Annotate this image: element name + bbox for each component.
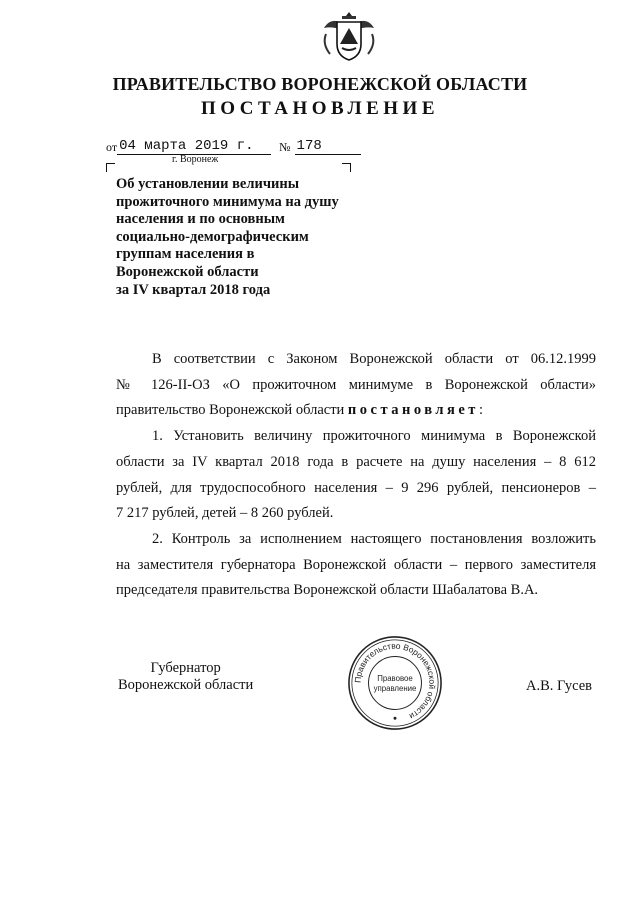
position-line: Воронежской области: [118, 677, 254, 693]
body-line: В соответствии с Законом Воронежской области от 06.12.1999: [152, 351, 596, 367]
body-line: [116, 398, 596, 424]
document-subject: [116, 176, 356, 299]
document-type-title: ПОСТАНОВЛЕНИЕ: [200, 98, 440, 119]
subject-line: Воронежской области: [116, 263, 259, 280]
subject-line: группам населения в: [116, 246, 255, 263]
subject-line: населения и по основным: [116, 211, 285, 228]
body-line: на заместителя губернатора Воронежской области – первого заместителя: [116, 556, 596, 573]
seal-center-line: Правовое: [377, 674, 413, 684]
coat-of-arms-emblem: [318, 8, 380, 66]
subject-bracket-left: [106, 163, 115, 172]
body-line: 1. Установить величину прожиточного минимума в Воронежской: [152, 428, 596, 445]
document-number: 178: [295, 138, 361, 155]
signatory-name: А.В. Гусев: [526, 678, 592, 694]
subject-line: Об установлении величины: [116, 176, 300, 192]
document-date-number: [106, 138, 361, 155]
document-city: г. Воронеж: [172, 154, 219, 165]
body-line: области за IV квартал 2018 года в расчете на душу населения – 8 612: [116, 453, 596, 470]
document-date: 04 марта 2019 г.: [117, 138, 271, 155]
seal-center-line: управление: [373, 683, 417, 693]
body-line: рублей, для трудоспособного населения – 9 296 рублей, пенсионеров –: [116, 479, 596, 496]
subject-bracket-right: [342, 163, 351, 172]
body-line: 7 217 рублей, детей – 8 260 рублей.: [116, 505, 334, 522]
legal-department-seal: [346, 634, 444, 732]
body-line: № 126-II-ОЗ «О прожиточном минимуме в Воронежской области»: [116, 376, 596, 393]
signatory-position: [118, 660, 253, 694]
number-label: №: [279, 140, 291, 154]
subject-line: прожиточного минимума на душу: [116, 193, 339, 210]
seal-ring-text: Правительство Воронежской области: [352, 640, 438, 722]
position-line: Губернатор: [150, 660, 221, 676]
subject-line: социально-демографическим: [116, 228, 309, 245]
body-line: 2. Контроль за исполнением настоящего постановления возложить: [152, 530, 596, 547]
government-name: ПРАВИТЕЛЬСТВО ВОРОНЕЖСКОЙ ОБЛАСТИ: [112, 74, 528, 94]
date-prefix: от: [106, 140, 118, 154]
resolution-verb: постановляет: [347, 402, 479, 419]
body-text: правительство Воронежской области: [116, 402, 345, 419]
body-line: председателя правительства Воронежской области Шабалатова В.А.: [116, 582, 539, 599]
body-text: :: [478, 402, 483, 419]
subject-line: за IV квартал 2018 года: [116, 281, 271, 298]
document-body: [116, 347, 596, 604]
